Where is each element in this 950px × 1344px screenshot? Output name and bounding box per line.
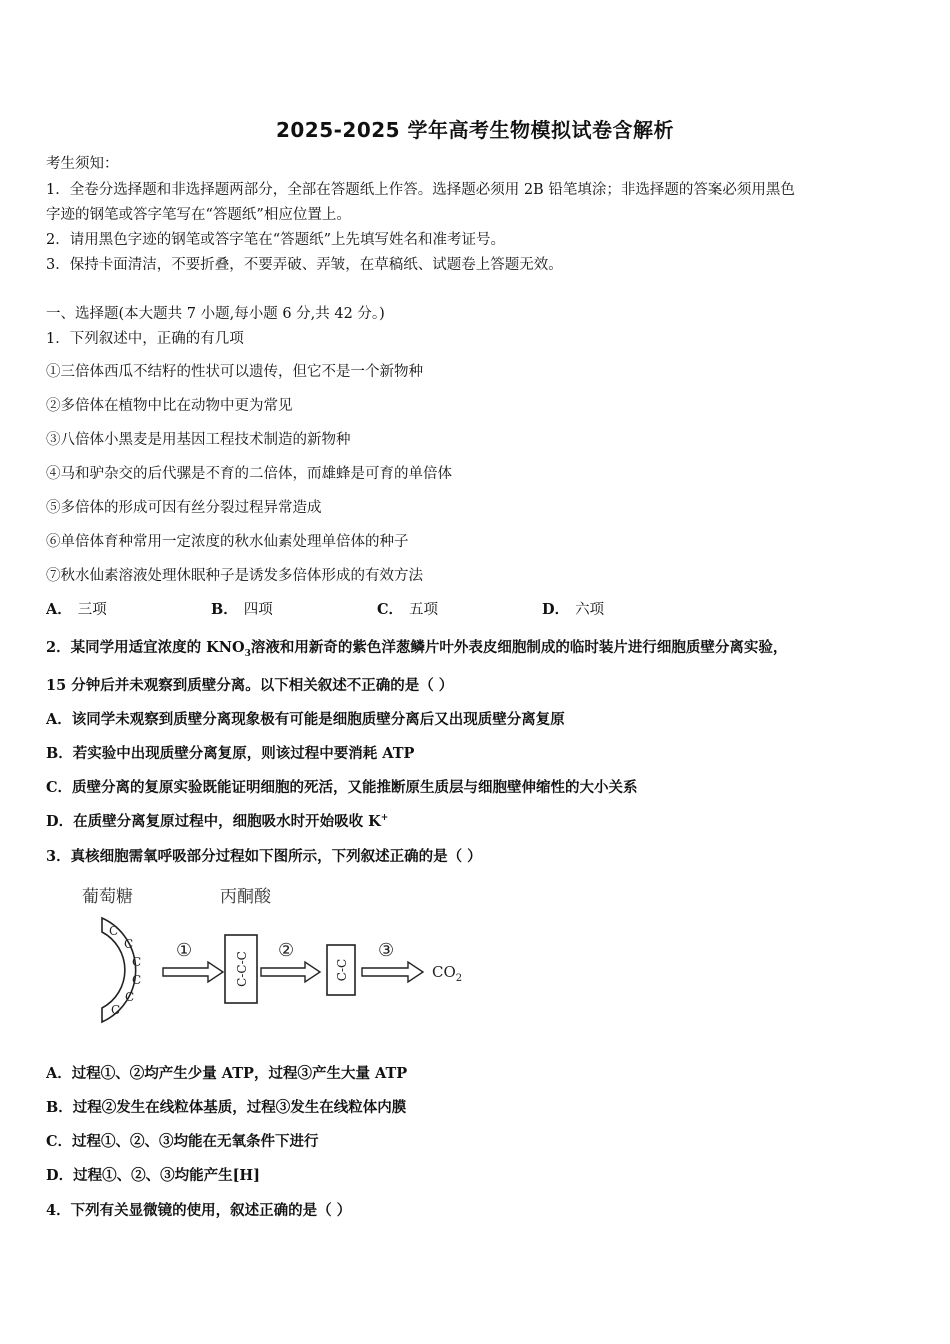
q2-option-a[interactable]: A．该同学未观察到质壁分离现象极有可能是细胞质壁分离后又出现质壁分离复原	[46, 711, 565, 728]
step-2-label: ②	[278, 940, 295, 961]
pyruvate-label: 丙酮酸	[220, 887, 271, 907]
co2-label: $CO_2$	[432, 963, 463, 984]
svg-text:C: C	[125, 990, 135, 1004]
q1-item-2: ②多倍体在植物中比在动物中更为常见	[46, 398, 293, 414]
q1-item-3: ③八倍体小黑麦是用基因工程技术制造的新物种	[46, 432, 351, 448]
q2-stem-line-1: 2．某同学用适宜浓度的 $KNO_3$溶液和用新奇的紫色洋葱鳞片叶外表皮细胞制成的临时装片进行细胞质壁分离实验，	[46, 639, 788, 659]
page-title: 2025-2025 学年高考生物模拟试卷含解析	[275, 118, 675, 142]
step-1-arrow	[163, 962, 223, 982]
svg-text:C: C	[124, 937, 134, 951]
notice-heading: 考生须知：	[46, 156, 119, 172]
step-3-arrow	[362, 962, 423, 982]
q3-option-b[interactable]: B．过程②发生在线粒体基质，过程③发生在线粒体内膜	[46, 1099, 407, 1116]
notice-line-4: 3．保持卡面清洁，不要折叠，不要弄破、弄皱，在草稿纸、试题卷上答题无效。	[46, 257, 563, 273]
q1-item-6: ⑥单倍体育种常用一定浓度的秋水仙素处理单倍体的种子	[46, 534, 409, 550]
q3-stem: 3．真核细胞需氧呼吸部分过程如下图所示，下列叙述正确的是（ ）	[46, 848, 482, 865]
q1-item-4: ④马和驴杂交的后代骡是不育的二倍体，而雄蜂是可育的单倍体	[46, 466, 452, 482]
q3-option-c[interactable]: C．过程①、②、③均能在无氧条件下进行	[46, 1133, 319, 1150]
section-heading: 一、选择题(本大题共 7 小题,每小题 6 分,共 42 分。)	[46, 306, 385, 322]
glucose-label: 葡萄糖	[82, 887, 133, 907]
q3-option-d[interactable]: D．过程①、②、③均能产生[H]	[46, 1167, 260, 1184]
q1-item-5: ⑤多倍体的形成可因有丝分裂过程异常造成	[46, 500, 322, 516]
notice-line-3: 2．请用黑色字迹的钢笔或答字笔在“答题纸”上先填写姓名和准考证号。	[46, 232, 506, 248]
respiration-diagram	[80, 880, 480, 1030]
q1-option-b[interactable]: B． 四项	[211, 601, 273, 618]
step-1-label: ①	[176, 940, 193, 961]
pyruvate-chain: C-C-C	[235, 951, 249, 987]
q2-option-c[interactable]: C．质壁分离的复原实验既能证明细胞的死活，又能推断原生质层与细胞壁伸缩性的大小关系	[46, 779, 638, 796]
q1-item-7: ⑦秋水仙素溶液处理休眠种子是诱发多倍体形成的有效方法	[46, 568, 423, 584]
q1-option-c[interactable]: C． 五项	[377, 601, 439, 618]
q1-option-d[interactable]: D． 六项	[542, 601, 605, 618]
step-3-label: ③	[378, 940, 395, 961]
svg-text:C: C	[132, 973, 142, 987]
two-carbon-chain: C-C	[335, 958, 349, 982]
q1-option-a[interactable]: A． 三项	[46, 601, 107, 618]
step-2-arrow	[261, 962, 320, 982]
q1-item-1: ①三倍体西瓜不结籽的性状可以遗传，但它不是一个新物种	[46, 364, 423, 380]
notice-line-1: 1．全卷分选择题和非选择题两部分，全部在答题纸上作答。选择题必须用 2B 铅笔填涂；非选择题的答案必须用黑色	[46, 182, 795, 198]
q4-stem: 4．下列有关显微镜的使用，叙述正确的是（ ）	[46, 1202, 352, 1219]
q2-stem-line-2: 15 分钟后并未观察到质壁分离。以下相关叙述不正确的是（ ）	[46, 677, 454, 694]
q3-option-a[interactable]: A．过程①、②均产生少量 ATP，过程③产生大量 ATP	[46, 1065, 408, 1082]
q1-stem: 1．下列叙述中，正确的有几项	[46, 331, 244, 347]
svg-text:C: C	[109, 924, 119, 938]
q2-option-d[interactable]: D．在质壁分离复原过程中，细胞吸水时开始吸收 K+	[46, 813, 389, 830]
q2-option-b[interactable]: B．若实验中出现质壁分离复原，则该过程中要消耗 ATP	[46, 745, 415, 762]
q1-options	[46, 598, 746, 620]
svg-text:C: C	[132, 955, 142, 969]
svg-text:C: C	[111, 1003, 121, 1017]
notice-line-2: 字迹的钢笔或答字笔写在“答题纸”相应位置上。	[46, 207, 351, 223]
